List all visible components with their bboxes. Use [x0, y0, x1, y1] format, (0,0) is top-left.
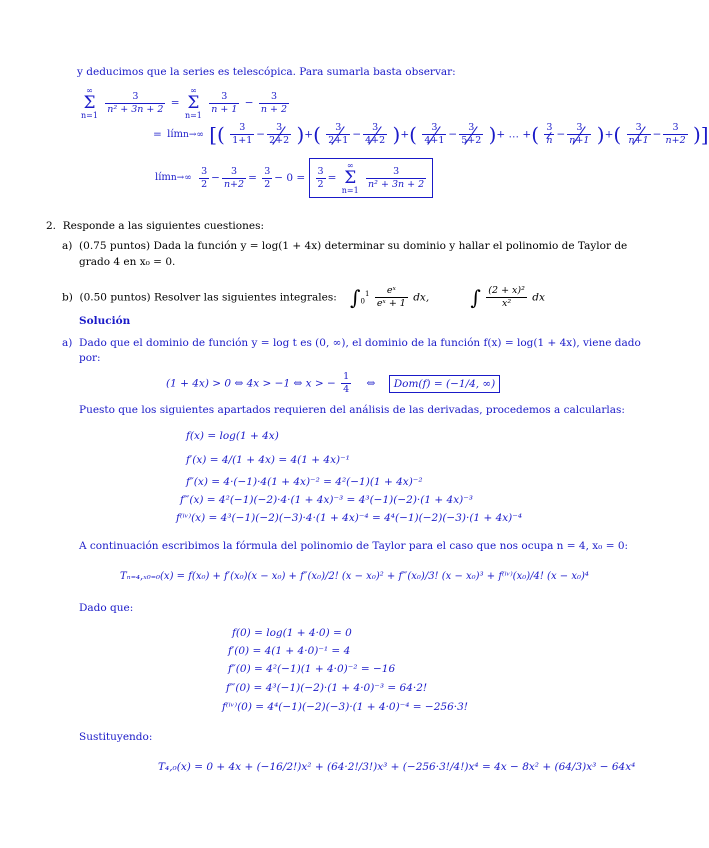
result-box: $\frac{3}{2}$ = ∞ Σ n=1 $\frac{3}{\text{n² + 3n + 2}}$ — [309, 158, 434, 198]
question-2a-line-2: grado 4 en x₀ = 0. — [79, 256, 176, 268]
value-1: f′(0) = 4(1 + 4·0)⁻¹ = 4 — [228, 645, 351, 657]
solution-a-line-1: a) Dado que el dominio de función y = log t es (0, ∞), el dominio de la función f(x) = log(1 + 4x), viene dado — [62, 337, 641, 349]
derivative-1: f′(x) = 4/(1 + 4x) = 4(1 + 4x)⁻¹ — [186, 454, 350, 466]
sum-symbol: ∞ Σ n=1 — [81, 86, 98, 120]
domain-chain: (1 + 4x) > 0 ⇔ 4x > −1 ⇔ x > − $\frac{1}{4}$ ⇔ Dom(f) = (−1/4, ∞) — [166, 371, 500, 396]
minus: − — [244, 97, 254, 109]
sustituyendo: Sustituyendo: — [79, 731, 153, 743]
fraction-2: $\frac{3}{n + 1}$ — [211, 90, 238, 115]
fraction: $\frac{3}{\text{n² + 3n + 2}}$ — [107, 90, 164, 115]
derivatives-intro: Puesto que los siguientes apartados requieren del análisis de las derivadas, procedemos a calcularlas: — [79, 404, 625, 416]
derivative-4: f⁽ⁱᵛ⁾(x) = 4³(−1)(−2)(−3)·4·(1 + 4x)⁻⁴ = 4⁴(−1)(−2)(−3)·(1 + 4x)⁻⁴ — [176, 512, 523, 524]
sum-symbol-2: ∞ Σ n=1 — [184, 86, 202, 120]
fraction-3: $\frac{3}{n + 2}$ — [260, 90, 288, 115]
domain-box: Dom(f) = (−1/4, ∞) — [389, 375, 501, 393]
equals: = — [170, 97, 180, 109]
solution-a-line-2: por: — [79, 352, 101, 364]
dado-que: Dado que: — [79, 602, 134, 614]
question-2a-line-1: a) (0.75 puntos) Dada la función y = log(1 + 4x) determinar su dominio y hallar el polinomio de Taylor de — [62, 240, 628, 252]
limit: límn→∞ — [167, 128, 204, 140]
derivative-3: f‴(x) = 4²(−1)(−2)·4·(1 + 4x)⁻³ = 4³(−1)(−2)·(1 + 4x)⁻³ — [180, 494, 473, 506]
value-3: f‴(0) = 4³(−1)(−2)·(1 + 4·0)⁻³ = 64·2! — [226, 682, 428, 694]
derivative-0: f(x) = log(1 + 4x) — [186, 430, 279, 442]
taylor-intro: A continuación escribimos la fórmula del polinomio de Taylor para el caso que nos ocupa n = 4, x₀ = 0: — [79, 540, 629, 552]
value-2: f″(0) = 4²(−1)(1 + 4·0)⁻² = −16 — [228, 663, 396, 675]
telescoping-line-2: = límn→∞ [( $\frac{3}{1+1}$ − $\frac{3}{2+2}$ )+( $\frac{3}{2+1}$ − $\frac{3}{4+2}$ )+( $\frac{3}{4+1}$ − $\frac{3}{5+2}$ )+ … +( $\frac{3}{n}$ − $\frac{3}{n+1}$ )+( $\frac{3}{n+1}$ − $\frac{3}{n+2}$ )] — [153, 122, 709, 147]
question-2: 2. Responde a las siguientes cuestiones: — [46, 220, 265, 232]
value-0: f(0) = log(1 + 4·0) = 0 — [232, 627, 352, 639]
final-result: T₄,₀(x) = 0 + 4x + (−16/2!)x² + (64·2!/3!)x³ + (−256·3!/4!)x⁴ = 4x − 8x² + (64/3)x³ − 64x⁴ — [158, 761, 636, 773]
telescoping-line-3: límn→∞ $\frac{3}{2}$ − $\frac{3}{n+2}$ = $\frac{3}{2}$ − 0 = $\frac{3}{2}$ = ∞ Σ n=1 $\frac{3}{\text{n² + 3n + 2}}$ — [153, 158, 433, 198]
value-4: f⁽ⁱᵛ⁾(0) = 4⁴(−1)(−2)(−3)·(1 + 4·0)⁻⁴ = −256·3! — [222, 701, 469, 713]
telescoping-line-1 — [79, 86, 291, 120]
derivative-2: f″(x) = 4·(−1)·4(1 + 4x)⁻² = 4²(−1)(1 + 4x)⁻² — [186, 476, 423, 488]
ellipsis: + … + — [496, 128, 532, 141]
intro-text: y deducimos que la series es telescópica. Para sumarla basta observar: — [77, 66, 456, 78]
taylor-formula: Tₙ₌₄,ₓ₀₌₀(x) = f(x₀) + f′(x₀)(x − x₀) + f″(x₀)/2! (x − x₀)² + f‴(x₀)/3! (x − x₀)³ + f⁽ⁱᵛ⁾(x₀)/4! (x − x₀)⁴ — [120, 571, 589, 582]
question-2b: b) (0.50 puntos) Resolver las siguientes integrales: $\int_0^1$ $\frac{\text{eˣ}}{\text{eˣ + 1}}$ dx, ∫ $\frac{\text{(2 + x)²}}{\text{x²}}$ dx — [62, 285, 545, 310]
solution-title: Solución — [79, 315, 131, 327]
